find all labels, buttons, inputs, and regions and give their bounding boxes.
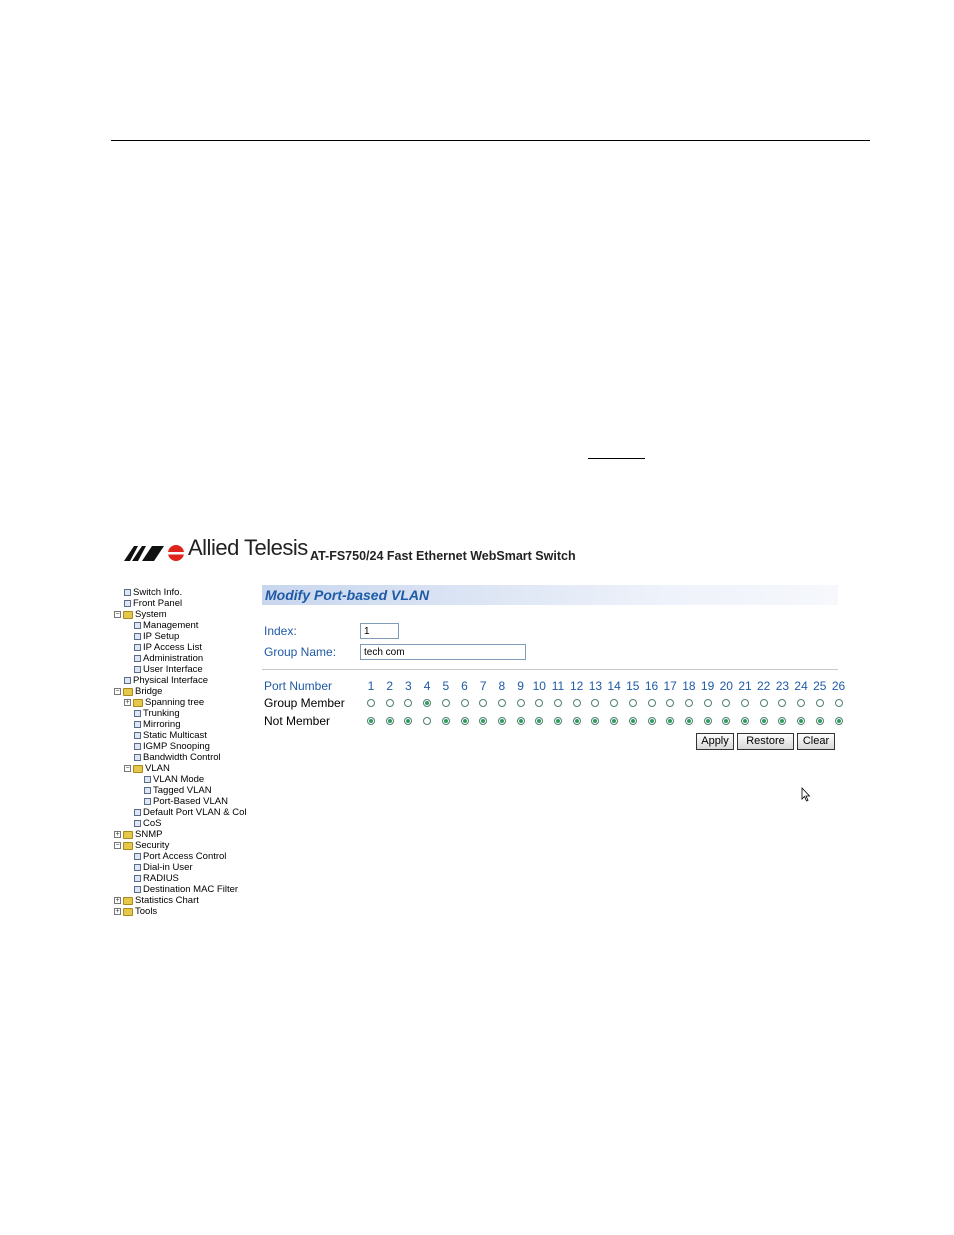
page-top-rule (111, 140, 870, 141)
folder-icon (123, 611, 133, 619)
port-number-22: 22 (757, 679, 771, 693)
group-member-radio-8[interactable] (498, 699, 506, 707)
port-number-2: 2 (386, 679, 394, 693)
expand-icon[interactable]: + (115, 908, 120, 915)
not-member-label: Not Member (264, 714, 331, 728)
tree-item-ip-access-list[interactable] (134, 642, 202, 653)
not-member-radio-26[interactable] (835, 717, 843, 725)
folder-icon (123, 842, 133, 850)
tree-item-label: Default Port VLAN & Col (143, 807, 247, 818)
tree-item-label: Bridge (135, 686, 163, 697)
tree-item-label: User Interface (143, 664, 203, 675)
page-icon (144, 776, 151, 783)
group-member-radio-22[interactable] (760, 699, 768, 707)
expand-icon[interactable]: + (115, 831, 120, 838)
page-icon (134, 853, 141, 860)
form-title-bar (262, 585, 838, 605)
tree-item-tagged-vlan[interactable] (144, 785, 212, 796)
port-number-3: 3 (405, 679, 412, 693)
not-member-radio-10[interactable] (535, 717, 543, 725)
page-icon (134, 864, 141, 871)
not-member-radio-2[interactable] (386, 717, 394, 725)
not-member-radio-20[interactable] (722, 717, 730, 725)
page-icon (134, 875, 141, 882)
not-member-radio-7[interactable] (479, 717, 487, 725)
not-member-radio-17[interactable] (666, 717, 674, 725)
tree-item-label: Spanning tree (145, 697, 205, 708)
not-member-radio-11[interactable] (554, 717, 562, 725)
group-member-radio-10[interactable] (535, 699, 543, 707)
index-input[interactable]: 1 (360, 623, 399, 639)
not-member-radio-14[interactable] (610, 717, 618, 725)
tree-item-trunking[interactable] (134, 708, 180, 719)
port-number-6: 6 (461, 679, 468, 693)
apply-button[interactable]: Apply (696, 733, 734, 750)
folder-icon (123, 688, 133, 696)
collapse-icon[interactable]: − (115, 611, 120, 618)
page-icon (134, 886, 141, 893)
form-separator (262, 669, 838, 670)
tree-item-label: CoS (143, 818, 162, 829)
tree-item-system[interactable] (114, 609, 167, 620)
tree-item-label: Bandwidth Control (143, 752, 221, 763)
not-member-radio-9[interactable] (517, 717, 525, 725)
group-member-radio-12[interactable] (573, 699, 581, 707)
port-number-1: 1 (367, 679, 375, 693)
page-icon (134, 655, 141, 662)
tree-item-default-port-vlan-col[interactable] (134, 807, 247, 818)
port-number-24: 24 (794, 679, 808, 693)
port-number-4: 4 (423, 679, 431, 693)
brand-name: Allied Telesis (188, 535, 308, 560)
port-number-21: 21 (738, 679, 752, 693)
page-icon (134, 644, 141, 651)
port-number-7: 7 (479, 679, 487, 693)
tree-item-mirroring[interactable] (134, 719, 180, 730)
group-member-radio-18[interactable] (685, 699, 693, 707)
group-member-radio-13[interactable] (591, 699, 599, 707)
not-member-radio-21[interactable] (741, 717, 749, 725)
group-member-radio-7[interactable] (479, 699, 487, 707)
port-number-15: 15 (626, 679, 640, 693)
page-icon (134, 622, 141, 629)
tree-item-bandwidth-control[interactable] (134, 752, 221, 763)
tree-item-vlan[interactable] (124, 763, 170, 774)
not-member-radio-16[interactable] (648, 717, 656, 725)
not-member-radio-22[interactable] (760, 717, 768, 725)
port-number-25: 25 (813, 679, 827, 693)
page-icon (134, 732, 141, 739)
tree-item-label: Port-Based VLAN (153, 796, 228, 807)
group-member-radio-9[interactable] (517, 699, 525, 707)
port-number-5: 5 (442, 679, 450, 693)
not-member-radio-12[interactable] (573, 717, 581, 725)
tree-item-switch-info[interactable] (124, 587, 182, 598)
port-number-17: 17 (663, 679, 677, 693)
page-icon (124, 600, 131, 607)
tree-item-label: IGMP Snooping (143, 741, 210, 752)
collapse-icon[interactable]: − (125, 765, 130, 772)
group-member-radio-15[interactable] (629, 699, 637, 707)
group-member-radio-2[interactable] (386, 699, 394, 707)
tree-item-front-panel[interactable] (124, 598, 182, 609)
page-icon (124, 589, 131, 596)
group-member-radio-3[interactable] (404, 699, 412, 707)
not-member-radio-5[interactable] (442, 717, 450, 725)
group-member-radio-25[interactable] (816, 699, 824, 707)
folder-icon (123, 908, 133, 916)
tree-item-label: VLAN Mode (153, 774, 205, 785)
port-number-14: 14 (607, 679, 621, 693)
group-member-radio-23[interactable] (778, 699, 786, 707)
expand-icon[interactable]: + (115, 897, 120, 904)
text-underline-mark (588, 458, 645, 459)
tree-item-destination-mac-filter[interactable] (134, 884, 238, 895)
index-label: Index: (264, 624, 297, 638)
tree-item-label: Static Multicast (143, 730, 207, 741)
folder-icon (123, 831, 133, 839)
group-member-radio-16[interactable] (648, 699, 656, 707)
group-member-radio-11[interactable] (554, 699, 562, 707)
port-number-8: 8 (498, 679, 506, 693)
tree-item-label: Trunking (143, 708, 180, 719)
tree-item-label: Statistics Chart (135, 895, 199, 906)
collapse-icon[interactable]: − (115, 842, 120, 849)
group-name-input[interactable]: tech com (360, 644, 526, 660)
tree-item-label: Tagged VLAN (153, 785, 212, 796)
port-number-10: 10 (532, 679, 546, 693)
group-member-radio-19[interactable] (704, 699, 712, 707)
tree-item-label: Security (135, 840, 170, 851)
tree-item-label: System (135, 609, 167, 620)
port-number-18: 18 (682, 679, 696, 693)
group-member-label: Group Member (264, 696, 345, 710)
tree-item-administration[interactable] (134, 653, 203, 664)
not-member-radio-1[interactable] (367, 717, 375, 725)
group-member-radio-5[interactable] (442, 699, 450, 707)
not-member-radio-3[interactable] (404, 717, 412, 725)
group-member-radio-17[interactable] (666, 699, 674, 707)
tree-item-label: RADIUS (143, 873, 179, 884)
page-icon (134, 710, 141, 717)
tree-item-physical-interface[interactable] (124, 675, 208, 686)
tree-item-label: IP Setup (143, 631, 180, 642)
port-number-13: 13 (588, 679, 603, 693)
tree-item-label: SNMP (135, 829, 163, 840)
not-member-radio-6[interactable] (461, 717, 469, 725)
page-title: Modify Port-based VLAN (265, 587, 430, 603)
not-member-radio-18[interactable] (685, 717, 693, 725)
group-member-radio-24[interactable] (797, 699, 805, 707)
page-icon (134, 721, 141, 728)
tree-item-bridge[interactable] (114, 686, 162, 697)
not-member-radio-23[interactable] (778, 717, 786, 725)
group-name-label: Group Name: (264, 645, 337, 659)
tree-item-port-based-vlan[interactable] (144, 796, 228, 807)
tree-item-label: Destination MAC Filter (143, 884, 239, 895)
expand-icon[interactable]: + (125, 699, 130, 706)
tree-item-management[interactable] (134, 620, 198, 631)
port-number-label: Port Number (264, 679, 333, 693)
app-header (124, 537, 644, 567)
page-icon (144, 787, 151, 794)
not-member-radio-24[interactable] (797, 717, 805, 725)
not-member-radio-8[interactable] (498, 717, 506, 725)
group-member-radio-20[interactable] (722, 699, 730, 707)
tree-item-vlan-mode[interactable] (144, 774, 204, 785)
not-member-radio-25[interactable] (816, 717, 824, 725)
port-number-16: 16 (644, 679, 659, 693)
not-member-radio-13[interactable] (591, 717, 599, 725)
tree-item-label: Switch Info. (133, 587, 183, 598)
group-member-radio-26[interactable] (835, 699, 843, 707)
not-member-radio-15[interactable] (629, 717, 637, 725)
not-member-radio-4[interactable] (423, 717, 431, 725)
tree-item-radius[interactable] (134, 873, 179, 884)
tree-item-security[interactable] (114, 840, 169, 851)
product-title: AT-FS750/24 Fast Ethernet WebSmart Switch (310, 549, 576, 563)
page-icon (134, 743, 141, 750)
not-member-radio-19[interactable] (704, 717, 712, 725)
tree-item-static-multicast[interactable] (134, 730, 207, 741)
port-number-26: 26 (831, 679, 846, 693)
tree-item-user-interface[interactable] (134, 664, 203, 675)
port-number-20: 20 (719, 679, 733, 693)
tree-item-label: IP Access List (143, 642, 202, 653)
tree-item-label: Dial-in User (143, 862, 193, 873)
port-number-9: 9 (517, 679, 524, 693)
folder-icon (133, 765, 143, 773)
tree-item-label: Physical Interface (133, 675, 208, 686)
tree-item-spanning-tree[interactable] (124, 697, 204, 708)
tree-item-snmp[interactable] (114, 829, 162, 840)
tree-item-label: Tools (135, 906, 158, 917)
folder-icon (123, 897, 133, 905)
tree-item-label: Mirroring (143, 719, 181, 730)
port-number-11: 11 (551, 679, 565, 693)
tree-item-port-access-control[interactable] (134, 851, 226, 862)
tree-item-label: Port Access Control (143, 851, 227, 862)
collapse-icon[interactable]: − (115, 688, 120, 695)
group-member-radio-6[interactable] (461, 699, 469, 707)
tree-item-igmp-snooping[interactable] (134, 741, 210, 752)
tree-item-dial-in-user[interactable] (134, 862, 193, 873)
page-icon (134, 666, 141, 673)
restore-button[interactable]: Restore (737, 733, 794, 750)
mouse-pointer-icon (801, 787, 811, 802)
port-number-12: 12 (570, 679, 584, 693)
page-icon (144, 798, 151, 805)
tree-item-label: Administration (143, 653, 204, 664)
page-icon (134, 754, 141, 761)
tree-item-label: Management (143, 620, 199, 631)
tree-item-label: VLAN (145, 763, 170, 774)
group-member-radio-4[interactable] (423, 699, 431, 707)
page-icon (134, 633, 141, 640)
tree-item-label: Front Panel (133, 598, 183, 609)
tree-item-statistics-chart[interactable] (114, 895, 199, 906)
folder-icon (133, 699, 143, 707)
page-icon (134, 809, 141, 816)
clear-button[interactable]: Clear (797, 733, 835, 750)
tree-item-tools[interactable] (114, 906, 157, 917)
page-icon (124, 677, 131, 684)
tree-item-cos[interactable] (134, 818, 161, 829)
group-member-radio-1[interactable] (367, 699, 375, 707)
port-number-19: 19 (700, 679, 715, 693)
port-number-23: 23 (775, 679, 790, 693)
allied-telesis-logo-icon (124, 543, 186, 563)
group-member-radio-14[interactable] (610, 699, 618, 707)
page-icon (134, 820, 141, 827)
group-member-radio-21[interactable] (741, 699, 749, 707)
tree-item-ip-setup[interactable] (134, 631, 179, 642)
